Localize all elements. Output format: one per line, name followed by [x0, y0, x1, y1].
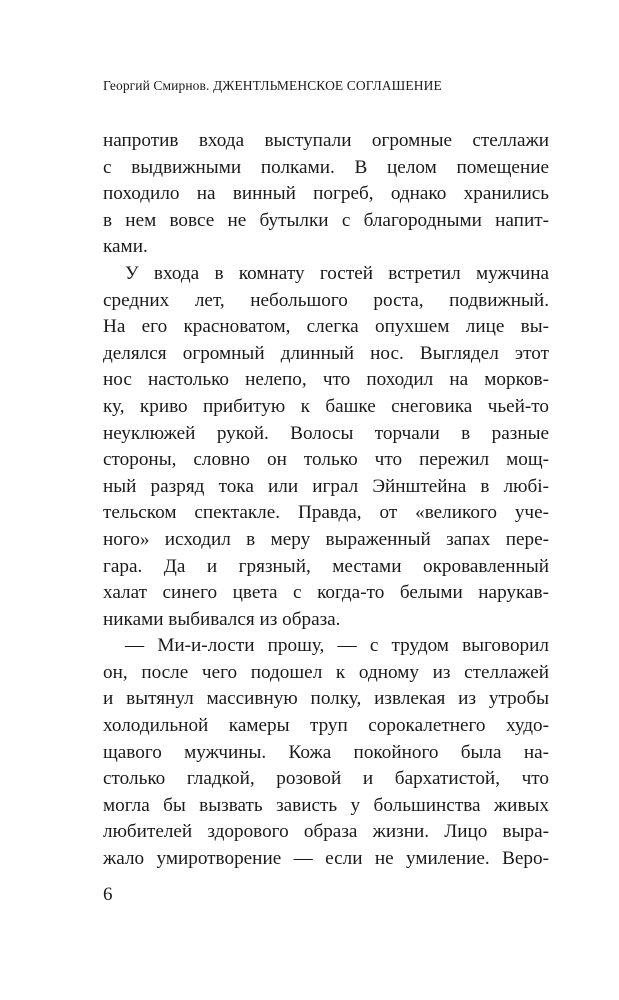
running-head: Георгий Смирнов. ДЖЕНТЛЬМЕНСКОЕ СОГЛАШЕНИЕ	[103, 78, 442, 93]
text-line: жало умиротворение — если не умиление. Веро-	[103, 848, 549, 870]
text-line: с выдвижными полками. В целом помещение	[103, 156, 549, 178]
text-line: напротив входа выступали огромные стеллажи	[103, 130, 549, 151]
text-line: нос настолько нелепо, что походил на морков-	[103, 369, 549, 391]
text-line: — Ми-и-лости прошу, — с трудом выговорил	[125, 635, 549, 657]
text-line: тельском спектакле. Правда, от «великого уче-	[103, 502, 549, 524]
page-number: 6	[103, 884, 113, 905]
text-line: никами выбивался из образа.	[103, 608, 341, 630]
text-line: и вытянул массивную полку, извлекая из утробы	[103, 688, 549, 710]
text-line: неуклюжей рукой. Волосы торчали в разные	[103, 422, 549, 444]
text-line: ку, криво прибитую к башке снеговика чьей-то	[103, 395, 549, 417]
text-line: он, после чего подошел к одному из стеллажей	[103, 661, 549, 683]
text-line: любителей здорового образа жизни. Лицо выра-	[103, 821, 549, 843]
text-line: холодильной камеры труп сорокалетнего худо-	[103, 715, 549, 737]
text-line: в нем вовсе не бутылки с благородными напит-	[103, 209, 549, 231]
text-line: У входа в комнату гостей встретил мужчина	[125, 262, 549, 284]
text-line: На его красноватом, слегка опухшем лице вы-	[103, 316, 549, 338]
text-line: могла бы вызвать зависть у большинства живых	[103, 794, 549, 816]
text-line: ный разряд тока или играл Эйнштейна в любі-	[103, 475, 549, 497]
text-line: ного» исходил в меру выраженный запах пере-	[103, 528, 549, 550]
text-line: делялся огромный длинный нос. Выглядел этот	[103, 342, 549, 364]
text-line: щавого мужчины. Кожа покойного была на-	[103, 741, 549, 763]
text-line: гара. Да и грязный, местами окровавленный	[103, 555, 549, 577]
body-text	[103, 128, 549, 873]
text-line: средних лет, небольшого роста, подвижный.	[103, 289, 549, 311]
text-line: походило на винный погреб, однако хранились	[103, 183, 549, 205]
text-line: стороны, словно он только что пережил мощ-	[103, 449, 549, 471]
text-line: столько гладкой, розовой и бархатистой, что	[103, 768, 549, 790]
text-line: халат синего цвета с когда-то белыми нарукав-	[103, 582, 549, 604]
text-line: ками.	[103, 236, 148, 258]
